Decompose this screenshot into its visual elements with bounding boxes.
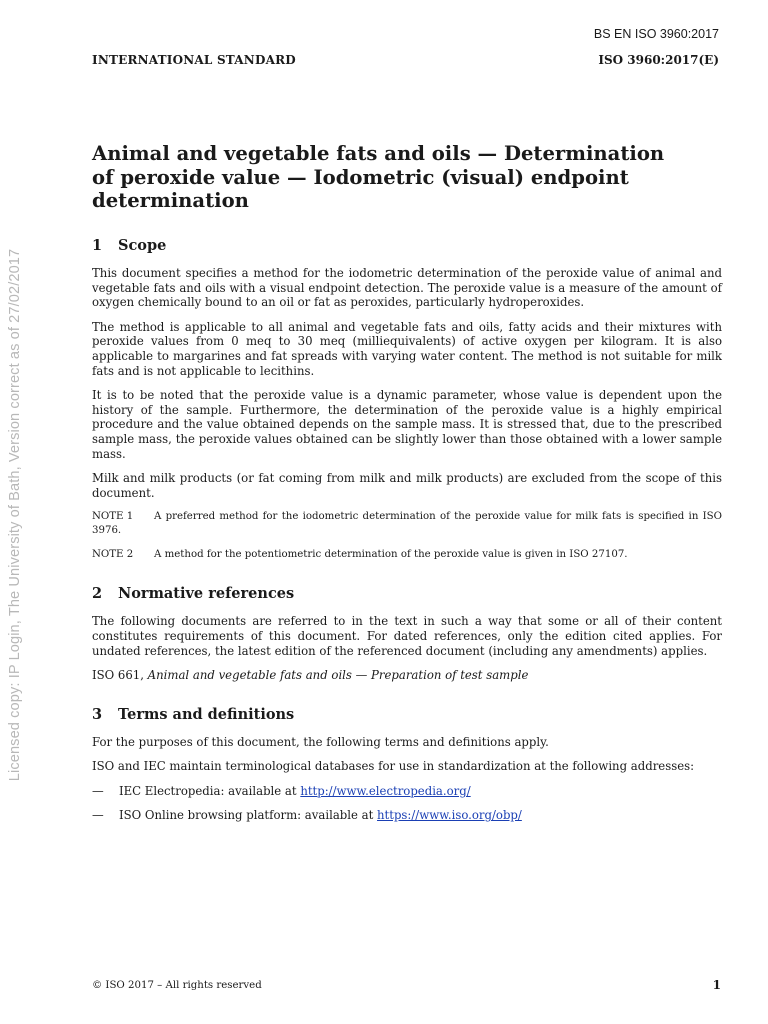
list-dash: — [92,783,104,798]
note-2-label: NOTE 2 [92,549,134,561]
terms-number: 3 [92,705,103,723]
page-number: 1 [712,978,721,992]
license-watermark [4,240,26,790]
bs-standard-code: BS EN ISO 3960:2017 [593,27,719,41]
document-title [92,142,692,213]
title-line-3: determination [92,189,249,212]
electropedia-link[interactable]: http://www.electropedia.org/ [300,783,471,798]
normative-paragraph: The following documents are referred to in the text in such a way that some or all of their content constitutes requirements of this document. For dated references, only the edition cited applies. For undated references, the latest edition of the referenced document (including any amendments) applies. [92,614,722,658]
normative-number: 2 [92,585,103,603]
normative-references-heading [92,584,722,604]
scope-heading [92,236,722,256]
scope-title: Scope [118,237,167,254]
note-2 [92,548,722,562]
list-dash: — [92,808,104,823]
scope-paragraph-4: Milk and milk products (or fat coming from milk and milk products) are excluded from the scope of this document. [92,471,722,500]
normative-title: Normative references [118,585,295,603]
terms-list-item-electropedia [92,784,722,799]
iso-standard-code: ISO 3960:2017(E) [598,53,719,67]
title-line-2: of peroxide value — Iodometric (visual) endpoint [92,165,629,189]
scope-paragraph-3: It is to be noted that the peroxide value is a dynamic parameter, whose value is dependent upon the history of the sample. Furthermore, the determination of the peroxide value is a highly empirical procedure and the value obtained depends on the sample mass. It is stressed that, due to the prescribed sample mass, the peroxide values obtained can be slightly lower than those obtained with a lower sample mass. [92,388,722,461]
copyright-footer: © ISO 2017 – All rights reserved [92,980,262,991]
license-watermark-text: Licensed copy: IP Login, The University of Bath, Version correct as of 27/02/2017 [7,248,23,782]
terms-paragraph-2: ISO and IEC maintain terminological databases for use in standardization at the following addresses: [92,759,695,774]
note-1-label: NOTE 1 [92,511,134,523]
scope-paragraph-2: The method is applicable to all animal and vegetable fats and oils, fatty acids and their mixtures with peroxide values from 0 meq to 30 meq (milliequivalents) of active oxygen per kilogram. It is also applicable to margarines and fat spreads with varying water content. The method is not suitable for milk fats and is not applicable to lecithins. [92,319,722,378]
terms-paragraph-1: For the purposes of this document, the following terms and definitions apply. [92,734,549,749]
normative-reference-iso661 [92,668,722,683]
reference-title: Animal and vegetable fats and oils — Preparation of test sample [147,668,529,683]
terms-list-item-iso-obp [92,808,722,823]
note-1-text: A preferred method for the iodometric determination of the peroxide value for milk fats is specified in ISO 3976. [92,511,722,537]
title-line-1: Animal and vegetable fats and oils — Determination [92,142,665,165]
note-2-text: A method for the potentiometric determination of the peroxide value is given in ISO 27107. [154,549,628,561]
terms-title: Terms and definitions [118,705,295,723]
electropedia-label: IEC Electropedia: available at [119,783,297,798]
iso-obp-link[interactable]: https://www.iso.org/obp/ [377,808,522,823]
scope-paragraph-1: This document specifies a method for the iodometric determination of the peroxide value of animal and vegetable fats and oils with a visual endpoint detection. The peroxide value is a measure of the amount of oxygen chemically bound to an oil or fat as peroxides, particularly hydroperoxides. [92,266,722,310]
document-body [92,236,722,823]
iso-obp-label: ISO Online browsing platform: available at [119,808,374,823]
standard-label: INTERNATIONAL STANDARD [92,53,296,67]
scope-number: 1 [92,237,103,254]
terms-definitions-heading [92,705,722,725]
reference-code: ISO 661, [92,668,144,683]
note-1 [92,510,722,538]
